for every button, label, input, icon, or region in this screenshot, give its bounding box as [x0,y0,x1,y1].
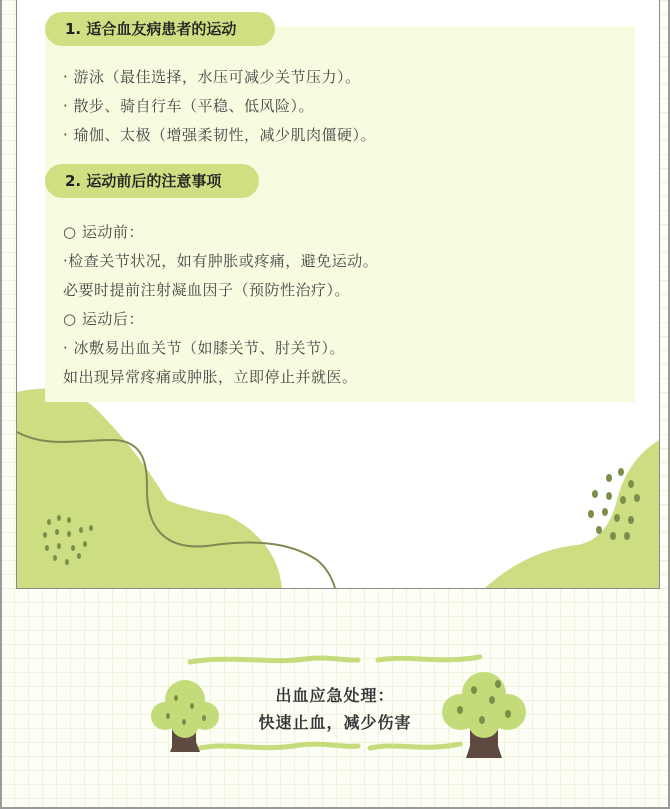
list-item: ○ 运动前： [63,223,144,241]
list-item: · 瑜伽、太极（增强柔韧性，减少肌肉僵硬）。 [63,126,377,144]
green-blob-right [485,440,659,588]
list-item: · 游泳（最佳选择，水压可减少关节压力）。 [63,68,361,86]
brush-stroke-top-left [190,658,358,662]
section-heading-2: 2. 运动前后的注意事项 [45,164,259,198]
info-card [16,0,660,589]
list-item: ○ 运动后： [63,310,144,328]
list-item: · 散步、骑自行车（平稳、低风险）。 [63,97,315,115]
banner-title-line-1: 出血应急处理： [275,686,395,705]
page-border-left [0,0,2,809]
list-item: · 冰敷易出血关节（如膝关节、肘关节）。 [63,339,346,357]
banner-title-line-2: 快速止血，减少伤害 [258,713,412,732]
section-heading-1: 1. 适合血友病患者的运动 [45,12,275,46]
list-item: 如出现异常疼痛或肿胀，立即停止并就医。 [63,368,358,386]
brush-stroke-bottom-right [370,744,460,748]
brush-stroke-top-right [378,657,480,660]
list-item: ·检查关节状况，如有肿胀或疼痛，避免运动。 [63,252,379,270]
brush-stroke-bottom-left [200,744,358,748]
list-item: 必要时提前注射凝血因子（预防性治疗）。 [63,281,351,299]
